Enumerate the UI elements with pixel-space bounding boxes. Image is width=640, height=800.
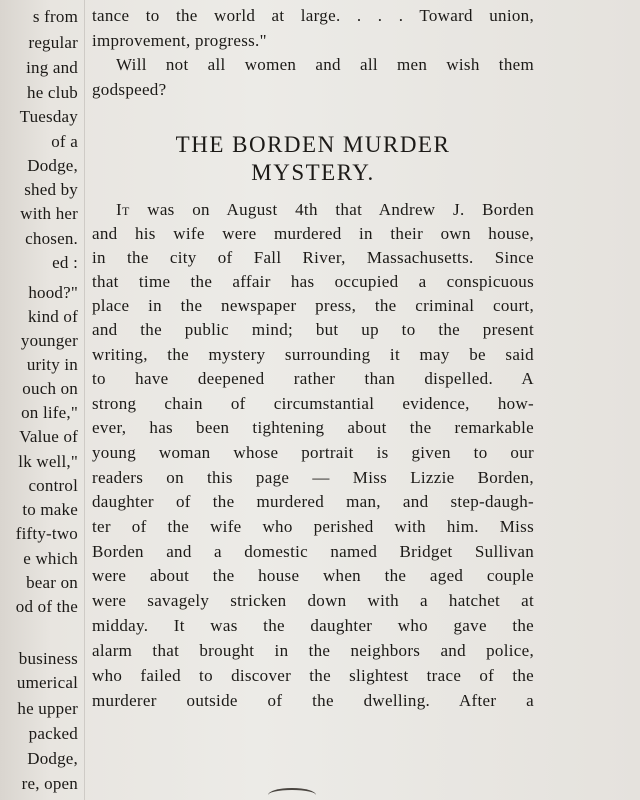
article-line: were savagely stricken down with a hatchet at — [92, 591, 534, 610]
left-line: with her — [20, 204, 78, 223]
left-line: ing and — [26, 58, 78, 77]
left-line: fifty-two — [15, 524, 78, 543]
left-line: chosen. — [25, 229, 78, 248]
left-line: business — [18, 649, 78, 668]
left-line: od of the — [15, 597, 78, 616]
ornament-flourish — [268, 788, 316, 800]
left-column — [0, 0, 80, 800]
intro-line: improvement, progress." — [92, 31, 267, 50]
right-column — [92, 0, 640, 800]
headline-line-2: MYSTERY. — [251, 160, 375, 185]
article-line: strong chain of circumstantial evidence, how- — [92, 394, 534, 413]
left-line: lk well," — [18, 452, 78, 471]
left-line: re, open — [21, 774, 78, 793]
left-line: ed : — [52, 253, 78, 272]
left-line: of a — [51, 132, 78, 151]
headline-line-1: THE BORDEN MURDER — [175, 132, 451, 157]
article-line: who failed to discover the slightest trace of the — [92, 666, 534, 685]
left-line: ouch on — [22, 379, 78, 398]
left-line: hood?" — [28, 283, 78, 302]
article-line-1 — [92, 198, 534, 222]
article-line: that time the affair has occupied a conspicuous — [92, 272, 534, 291]
article-line: ter of the wife who perished with him. Miss — [92, 517, 534, 536]
left-line: on life," — [21, 403, 78, 422]
left-line: Tuesday — [19, 107, 78, 126]
left-line: bear on — [26, 573, 78, 592]
drop-word: It — [116, 200, 130, 219]
intro-line: tance to the world at large. . . . Toward union, — [92, 6, 534, 25]
article-line: Borden and a domestic named Bridget Sullivan — [92, 542, 534, 561]
left-line: shed by — [24, 180, 78, 199]
article-line: ever, has been tightening about the remarkable — [92, 418, 534, 437]
article-line: writing, the mystery surrounding it may be said — [92, 345, 534, 364]
article-line: daughter of the murdered man, and step-daugh- — [92, 492, 534, 511]
article-line: midday. It was the daughter who gave the — [92, 616, 534, 635]
article-line: and the public mind; but up to the present — [92, 320, 534, 339]
article-line: murderer outside of the dwelling. After a — [92, 691, 534, 710]
article-line: and his wife were murdered in their own house, — [92, 224, 534, 243]
left-line: Dodge, — [27, 749, 78, 768]
left-line: kind of — [27, 307, 78, 326]
left-line: younger — [20, 331, 78, 350]
left-line: packed — [28, 724, 78, 743]
article-line: young woman whose portrait is given to our — [92, 443, 534, 462]
left-line: regular — [28, 33, 78, 52]
left-line: Value of — [19, 427, 78, 446]
intro-line: godspeed? — [92, 80, 167, 99]
article-line: in the city of Fall River, Massachusetts. Since — [92, 248, 534, 267]
article-line: readers on this page — Miss Lizzie Borden, — [92, 468, 534, 487]
left-line: control — [28, 476, 78, 495]
article-line: alarm that brought in the neighbors and police, — [92, 641, 534, 660]
article-text: was on August 4th that Andrew J. Borden — [147, 200, 534, 219]
column-rule — [84, 0, 85, 800]
article-line: place in the newspaper press, the criminal court, — [92, 296, 534, 315]
left-line: Dodge, — [27, 156, 78, 175]
left-line: he club — [27, 83, 78, 102]
article-line: were about the house when the aged couple — [92, 566, 534, 585]
article-line: to have deepened rather than dispelled. A — [92, 369, 534, 388]
left-line: e which — [23, 549, 78, 568]
left-line: umerical — [16, 673, 78, 692]
left-line: urity in — [26, 355, 78, 374]
intro-line: Will not all women and all men wish them — [116, 55, 534, 74]
left-line: to make — [22, 500, 78, 519]
left-line: he upper — [17, 699, 78, 718]
left-line: s from — [32, 7, 78, 26]
